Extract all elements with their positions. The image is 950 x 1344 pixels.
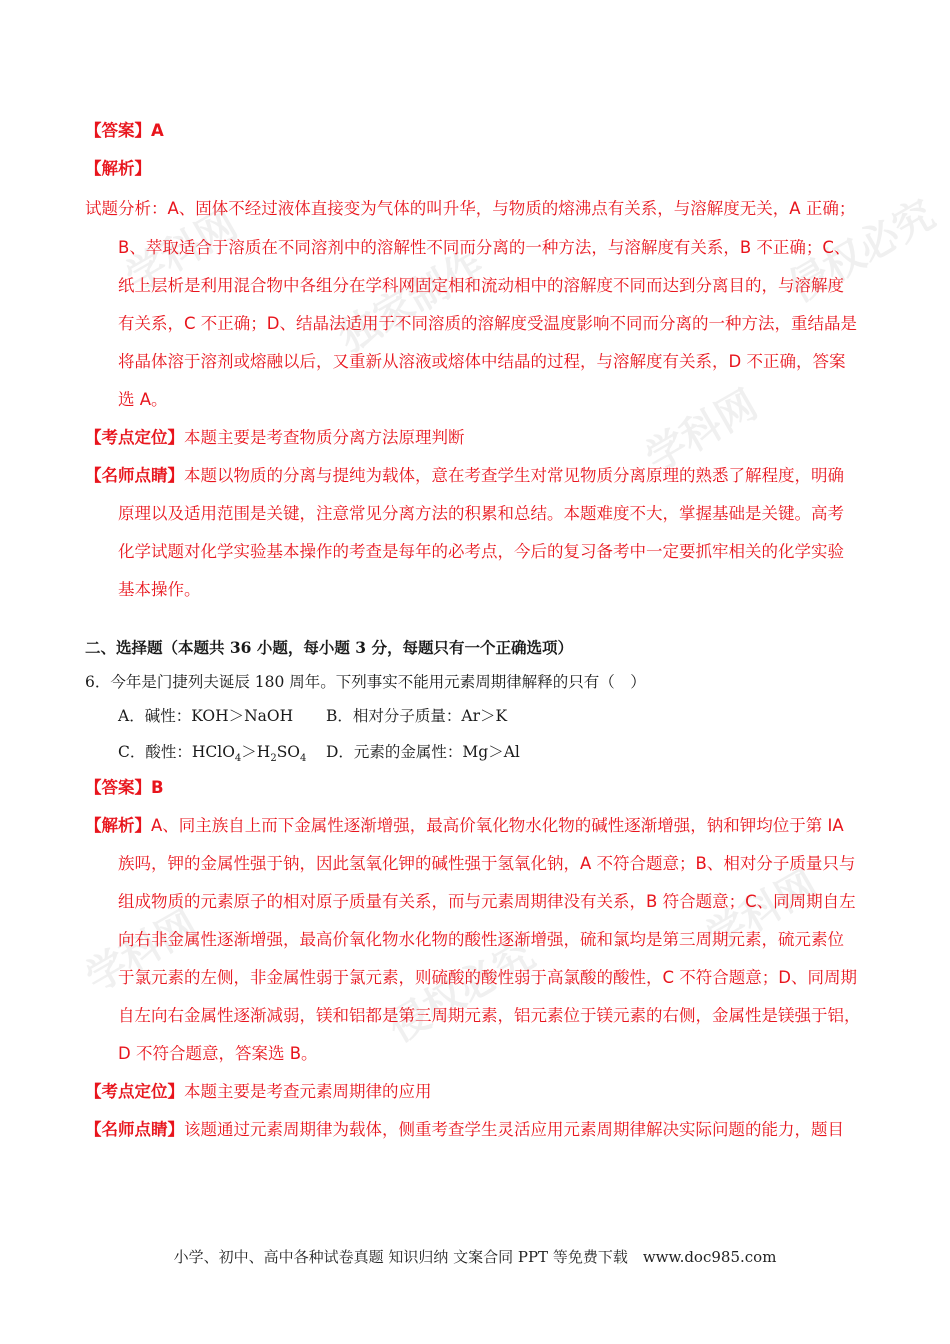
analysis-line: 纸上层析是利用混合物中各组分在学科网固定相和流动相中的溶解度不同而达到分离目的，与溶解度: [118, 276, 844, 295]
subscript: 4: [300, 753, 307, 765]
analysis-line: 自左向右金属性逐渐减弱，镁和铝都是第三周期元素，铝元素位于镁元素的右侧，金属性是镁强于铝，: [118, 1006, 861, 1025]
analysis-line: [85, 812, 844, 836]
kaodian-text: 本题主要是考查元素周期律的应用: [184, 1082, 432, 1101]
watermark-text: 侵权必究: [780, 191, 943, 312]
section-heading: 二、选择题（本题共 36 小题，每小题 3 分，每题只有一个正确选项）: [85, 638, 573, 657]
analysis-line: B、萃取适合于溶质在不同溶剂中的溶解性不同而分离的一种方法，与溶解度有关系，B 不正确；C、: [118, 238, 851, 257]
mingshi-line: [85, 1116, 844, 1140]
kaodian-label: 【考点定位】: [85, 428, 184, 447]
subscript: 2: [270, 753, 277, 765]
answer-value: A: [151, 121, 164, 140]
subscript: 4: [234, 753, 242, 765]
option-a: A．碱性：KOH＞NaOH: [118, 707, 294, 725]
analysis-line: 族吗，钾的金属性强于钠，因此氢氧化钾的碱性强于氢氧化钠，A 不符合题意；B、相对分子质量只与: [118, 854, 856, 873]
analysis-first: A、同主族自上而下金属性逐渐增强，最高价氧化物水化物的碱性逐渐增强，钠和钾均位于第 IA: [151, 816, 844, 835]
option-d: D．元素的金属性：Mg＞Al: [326, 743, 520, 761]
mingshi-label: 【名师点睛】: [85, 1120, 184, 1139]
analysis-label: 【解析】: [85, 159, 151, 178]
page-footer: 小学、初中、高中各种试卷真题 知识归纳 文案合同 PPT 等免费下载 www.doc985.com: [173, 1248, 777, 1266]
answer-label: 【答案】: [85, 778, 151, 797]
analysis-line: 选 A。: [118, 390, 168, 409]
option-c-prefix: C．酸性：HClO: [118, 743, 235, 761]
option-c-mid: ＞H: [241, 743, 271, 761]
analysis-line: 组成物质的元素原子的相对原子质量有关系，而与元素周期律没有关系，B 符合题意；C、同周期自左: [118, 892, 856, 911]
watermark-text: 学科网: [118, 201, 246, 302]
answer-value: B: [151, 778, 164, 797]
kaodian-text: 本题主要是考查物质分离方法原理判断: [184, 428, 465, 447]
watermark-text: 学科网: [78, 901, 206, 1002]
option-c: [118, 740, 306, 764]
analysis-line: 于氯元素的左侧，非金属性弱于氯元素，则硫酸的酸性弱于高氯酸的酸性，C 不符合题意；D、同周期: [118, 968, 857, 987]
watermark-text: 独家制作: [330, 241, 493, 362]
kaodian-line: [85, 1078, 432, 1102]
watermark-text: 侵权必究: [380, 931, 543, 1052]
mingshi-label: 【名师点睛】: [85, 466, 184, 485]
mingshi-text: 本题以物质的分离与提纯为载体，意在考查学生对常见物质分离原理的熟悉了解程度，明确: [184, 466, 844, 485]
option-b: B．相对分子质量：Ar＞K: [326, 707, 508, 725]
answer-line: [85, 774, 164, 798]
kaodian-label: 【考点定位】: [85, 1082, 184, 1101]
mingshi-line: 原理以及适用范围是关键，注意常见分离方法的积累和总结。本题难度不大，掌握基础是关键。高考: [118, 504, 844, 523]
analysis-line: 有关系，C 不正确；D、结晶法适用于不同溶质的溶解度受温度影响不同而分离的一种方法，重结晶是: [118, 314, 857, 333]
mingshi-text: 该题通过元素周期律为载体，侧重考查学生灵活应用元素周期律解决实际问题的能力，题目: [184, 1120, 844, 1139]
mingshi-line: [85, 462, 844, 486]
analysis-line: 向右非金属性逐渐增强，最高价氧化物水化物的酸性逐渐增强，硫和氯均是第三周期元素，硫元素位: [118, 930, 844, 949]
question-text: 6．今年是门捷列夫诞辰 180 周年。下列事实不能用元素周期律解释的只有（ ）: [85, 673, 646, 691]
kaodian-line: [85, 424, 465, 448]
analysis-line: D 不符合题意，答案选 B。: [118, 1044, 318, 1063]
analysis-line: 试题分析：A、固体不经过液体直接变为气体的叫升华，与物质的熔沸点有关系，与溶解度无关，A 正确；: [85, 199, 856, 218]
mingshi-line: 化学试题对化学实验基本操作的考查是每年的必考点，今后的复习备考中一定要抓牢相关的化学实验: [118, 542, 844, 561]
analysis-label: 【解析】: [85, 816, 151, 835]
watermark-text: 学科网: [638, 381, 766, 482]
answer-line: [85, 117, 164, 141]
analysis-line: 将晶体溶于溶剂或熔融以后，又重新从溶液或熔体中结晶的过程，与溶解度有关系，D 不正确，答案: [118, 352, 846, 371]
watermark-text: 学科网: [698, 861, 826, 962]
mingshi-line: 基本操作。: [118, 580, 201, 599]
answer-label: 【答案】: [85, 121, 151, 140]
option-c-end: SO: [276, 743, 301, 761]
